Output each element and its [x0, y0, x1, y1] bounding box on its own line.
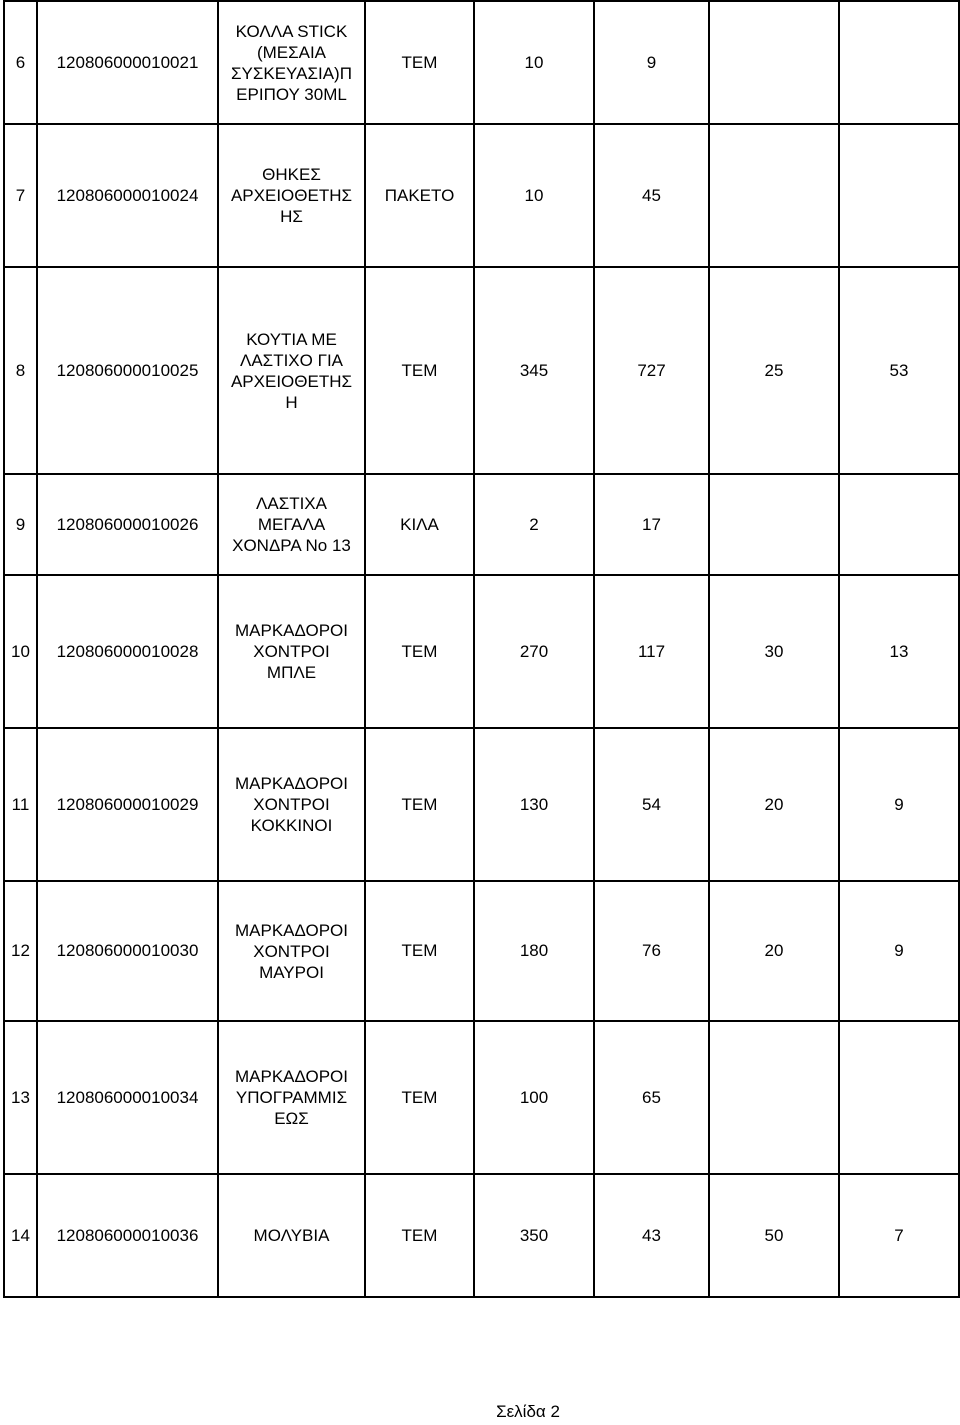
- quantity-2-cell: 76: [594, 881, 709, 1021]
- quantity-3-cell: 25: [709, 267, 839, 474]
- row-number-cell: 7: [4, 124, 37, 267]
- description-line: (ΜΕΣΑΙΑ: [256, 42, 327, 62]
- description-line: ΑΡΧΕΙΟΘΕΤΗΣ: [230, 371, 353, 391]
- item-code-cell: 120806000010021: [37, 1, 218, 124]
- item-description-cell: [218, 124, 365, 267]
- item-description-cell: [218, 1174, 365, 1297]
- quantity-3-cell: 20: [709, 881, 839, 1021]
- description-line: ΑΡΧΕΙΟΘΕΤΗΣ: [230, 186, 353, 205]
- description-line: ΧΟΝΤΡΟΙ: [253, 941, 330, 961]
- row-number-cell: 12: [4, 881, 37, 1021]
- quantity-4-cell: [839, 474, 959, 575]
- item-code-cell: 120806000010028: [37, 575, 218, 728]
- quantity-2-cell: 43: [594, 1174, 709, 1297]
- row-number-cell: 10: [4, 575, 37, 728]
- quantity-4-cell: 9: [839, 881, 959, 1021]
- description-line: ΧΟΝΔΡΑ No 13: [232, 536, 351, 555]
- quantity-3-cell: [709, 1021, 839, 1174]
- quantity-4-cell: [839, 1, 959, 124]
- description-line: ΜΑΥΡΟΙ: [259, 962, 324, 982]
- description-line: ΛΑΣΤΙΧΟ ΓΙΑ: [239, 350, 344, 370]
- table-row: [4, 1174, 959, 1297]
- quantity-2-cell: 117: [594, 575, 709, 728]
- unit-of-measure-cell: ΤΕΜ: [365, 728, 474, 881]
- quantity-2-cell: 65: [594, 1021, 709, 1174]
- items-table-body: [4, 1, 959, 1297]
- table-row: [4, 474, 959, 575]
- unit-of-measure-cell: ΤΕΜ: [365, 1174, 474, 1297]
- quantity-1-cell: 270: [474, 575, 594, 728]
- unit-of-measure-cell: ΤΕΜ: [365, 1021, 474, 1174]
- unit-of-measure-cell: ΤΕΜ: [365, 881, 474, 1021]
- quantity-1-cell: 180: [474, 881, 594, 1021]
- description-line: ΘΗΚΕΣ: [262, 165, 321, 184]
- description-line: ΕΩΣ: [274, 1109, 309, 1128]
- row-number-cell: 8: [4, 267, 37, 474]
- description-line: ΜΑΡΚΑΔΟΡΟΙ: [234, 621, 349, 640]
- quantity-1-cell: 130: [474, 728, 594, 881]
- table-row: [4, 124, 959, 267]
- quantity-3-cell: 30: [709, 575, 839, 728]
- description-line: ΛΑΣΤΙΧΑ: [256, 494, 327, 513]
- unit-of-measure-cell: ΠΑΚΕΤΟ: [365, 124, 474, 267]
- table-row: [4, 575, 959, 728]
- quantity-2-cell: 45: [594, 124, 709, 267]
- table-row: [4, 267, 959, 474]
- description-line: ΜΑΡΚΑΔΟΡΟΙ: [234, 920, 349, 940]
- item-description-cell: [218, 1, 365, 124]
- item-code-cell: 120806000010026: [37, 474, 218, 575]
- quantity-4-cell: 7: [839, 1174, 959, 1297]
- quantity-1-cell: 10: [474, 1, 594, 124]
- item-code-cell: 120806000010034: [37, 1021, 218, 1174]
- row-number-cell: 9: [4, 474, 37, 575]
- description-line: ΗΣ: [280, 207, 303, 226]
- row-number-cell: 6: [4, 1, 37, 124]
- quantity-3-cell: 20: [709, 728, 839, 881]
- description-line: ΜΠΛΕ: [266, 663, 317, 682]
- description-line: ΧΟΝΤΡΟΙ: [253, 795, 330, 814]
- items-table: [3, 0, 960, 1298]
- quantity-3-cell: [709, 474, 839, 575]
- quantity-3-cell: 50: [709, 1174, 839, 1297]
- quantity-4-cell: [839, 124, 959, 267]
- description-line: ΜΕΓΑΛΑ: [257, 515, 326, 534]
- item-description-cell: [218, 575, 365, 728]
- row-number-cell: 11: [4, 728, 37, 881]
- item-description-cell: [218, 881, 365, 1021]
- item-code-cell: 120806000010036: [37, 1174, 218, 1297]
- table-row: [4, 1, 959, 124]
- row-number-cell: 14: [4, 1174, 37, 1297]
- unit-of-measure-cell: ΤΕΜ: [365, 1, 474, 124]
- item-description-cell: [218, 474, 365, 575]
- quantity-2-cell: 17: [594, 474, 709, 575]
- quantity-2-cell: 54: [594, 728, 709, 881]
- quantity-4-cell: 13: [839, 575, 959, 728]
- description-line: ΜΑΡΚΑΔΟΡΟΙ: [234, 774, 349, 793]
- item-description-cell: [218, 1021, 365, 1174]
- quantity-3-cell: [709, 1, 839, 124]
- item-code-cell: 120806000010025: [37, 267, 218, 474]
- quantity-4-cell: 53: [839, 267, 959, 474]
- quantity-4-cell: 9: [839, 728, 959, 881]
- description-line: ΚΟΥΤΙΑ ΜΕ: [246, 329, 337, 349]
- quantity-1-cell: 350: [474, 1174, 594, 1297]
- unit-of-measure-cell: ΤΕΜ: [365, 575, 474, 728]
- description-line: ΜΑΡΚΑΔΟΡΟΙ: [234, 1067, 349, 1086]
- quantity-4-cell: [839, 1021, 959, 1174]
- item-description-cell: [218, 728, 365, 881]
- unit-of-measure-cell: ΚΙΛΑ: [365, 474, 474, 575]
- quantity-2-cell: 9: [594, 1, 709, 124]
- quantity-1-cell: 2: [474, 474, 594, 575]
- table-row: [4, 728, 959, 881]
- description-line: ΧΟΝΤΡΟΙ: [253, 642, 330, 661]
- page-number: Σελίδα 2: [496, 1402, 560, 1421]
- row-number-cell: 13: [4, 1021, 37, 1174]
- item-code-cell: 120806000010030: [37, 881, 218, 1021]
- description-line: ΚΟΚΚΙΝΟΙ: [250, 816, 333, 835]
- item-code-cell: 120806000010029: [37, 728, 218, 881]
- description-line: ΣΥΣΚΕΥΑΣΙΑ)Π: [231, 63, 352, 83]
- item-description-cell: [218, 267, 365, 474]
- unit-of-measure-cell: ΤΕΜ: [365, 267, 474, 474]
- item-code-cell: 120806000010024: [37, 124, 218, 267]
- description-line: ΥΠΟΓΡΑΜΜΙΣ: [235, 1088, 348, 1107]
- quantity-2-cell: 727: [594, 267, 709, 474]
- description-line: ΚΟΛΛΑ STICK: [235, 21, 348, 41]
- description-line: ΜΟΛΥΒΙΑ: [253, 1226, 330, 1245]
- quantity-1-cell: 100: [474, 1021, 594, 1174]
- description-line: Η: [285, 392, 298, 412]
- table-row: [4, 1021, 959, 1174]
- quantity-3-cell: [709, 124, 839, 267]
- quantity-1-cell: 345: [474, 267, 594, 474]
- description-line: ΕΡΙΠΟΥ 30ML: [236, 84, 347, 104]
- table-row: [4, 881, 959, 1021]
- quantity-1-cell: 10: [474, 124, 594, 267]
